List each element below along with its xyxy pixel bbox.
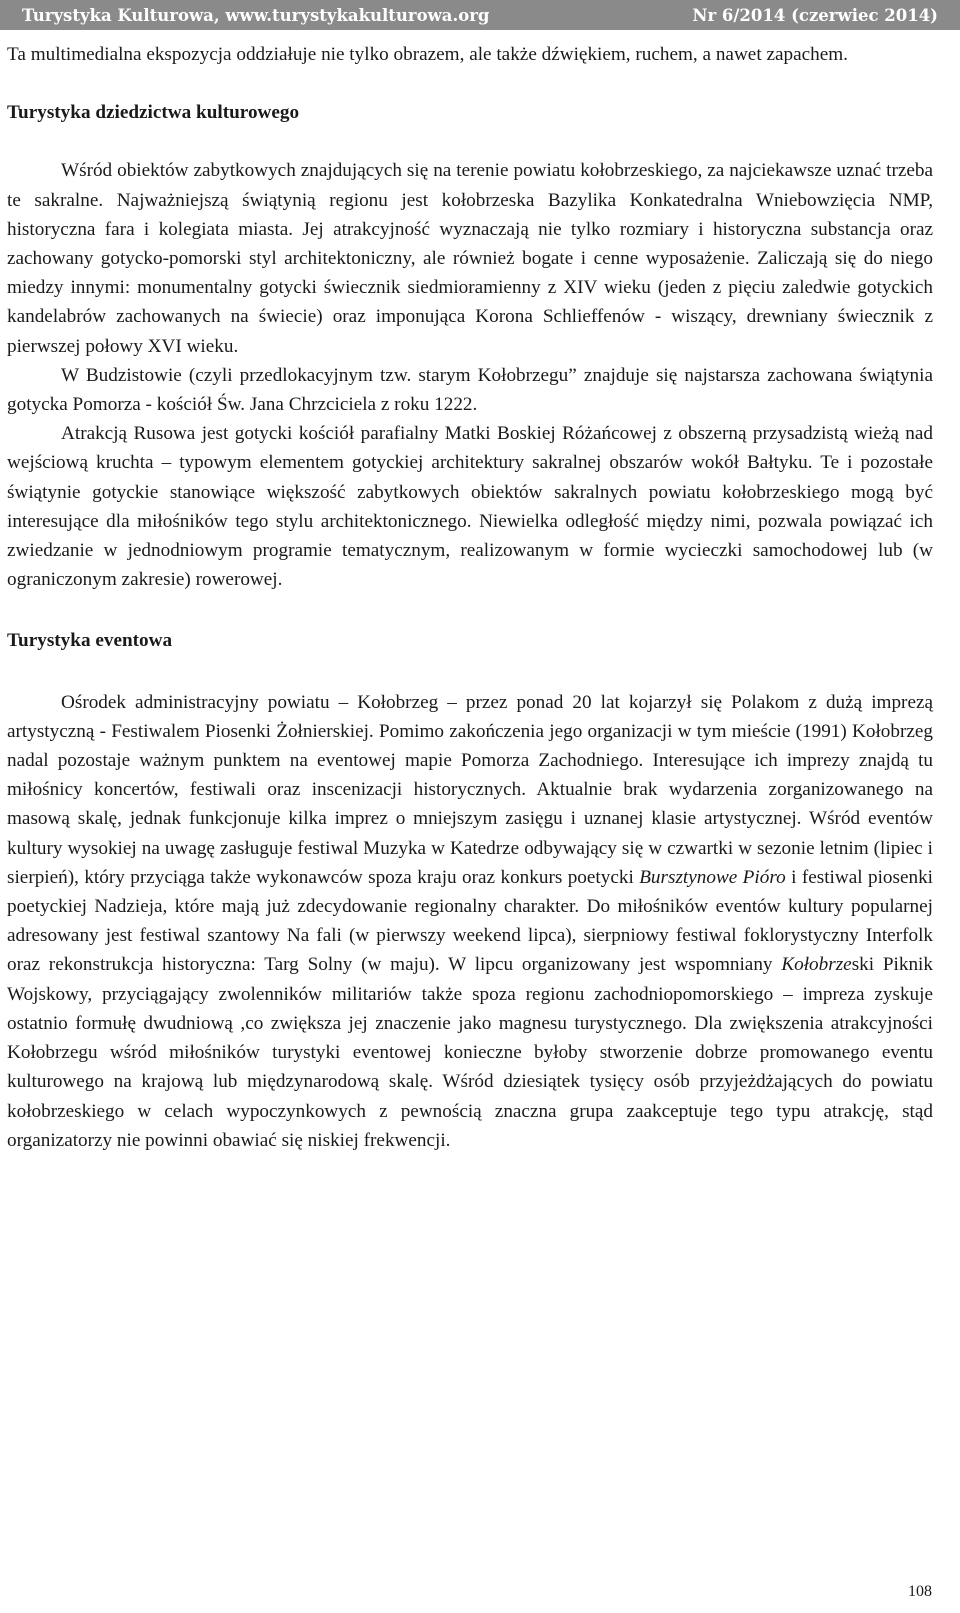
heritage-paragraph-3: Atrakcją Rusowa jest gotycki kościół parafialny Matki Boskiej Różańcowej z obszerną przysadzistą wieżą nad wejściową kruchta – typowym elementem gotyckiej architektury sakralnej obszarów wokół Bałtyku. Te i pozostałe świątynie gotyckie stanowiące większość zabytkowych obiektów sakralnych powiatu kołobrzeskiego mogą być interesujące dla miłośników tego stylu architektonicznego. Niewielka odległość między nimi, pozwala powiązać ich zwiedzanie w jednodniowym programie tematycznym, realizowanym w formie wycieczki samochodowej lub (w ograniczonym zakresie) rowerowej.	[7, 423, 933, 591]
section-heading-events: Turystyka eventowa	[7, 630, 173, 652]
intro-paragraph: Ta multimedialna ekspozycja oddziałuje nie tylko obrazem, ale także dźwiękiem, ruchem, a nawet zapachem.	[7, 44, 848, 65]
heritage-paragraph-1: Wśród obiektów zabytkowych znajdujących się na terenie powiatu kołobrzeskiego, za najciekawsze uznać trzeba te sakralne. Najważniejszą świątynią regionu jest kołobrzeska Bazylika Konkatedralna Wniebowzięcia NMP, historyczna fara i kolegiata miasta. Jej atrakcyjność wyznaczają nie tylko rozmiary i historyczna substancja oraz zachowany gotycko-pomorski styl architektoniczny, ale również bogate i cenne wyposażenie. Zaliczają się do niego miedzy innymi: monumentalny gotycki świecznik siedmioramienny z XIV wieku (jeden z pięciu zaledwie gotyckich kandelabrów zachowanych na świecie) oraz imponująca Korona Schlieffenów - wiszący, drewniany świecznik z pierwszej połowy XVI wieku.	[7, 160, 933, 357]
page-number: 108	[908, 1583, 932, 1600]
events-paragraph	[7, 688, 933, 1155]
section-heading-heritage: Turystyka dziedzictwa kulturowego	[7, 102, 300, 124]
running-header	[0, 0, 960, 30]
header-issue-number: Nr 6/2014 (czerwiec 2014)	[692, 5, 938, 25]
article-body	[7, 40, 933, 1155]
events-text-part-2: i festiwal piosenki poetyckiej Nadzieja, które mają już zdecydowanie regionalny charakter. Do miłośników eventów kultury popularnej adresowany jest festiwal szantowy Na fali (w pierwszy weekend lipca), sierpniowy festiwal foklorystyczny Interfolk oraz rekonstrukcja historyczna: Targ Solny (w maju). W lipcu organizowany jest wspomniany	[7, 866, 934, 976]
events-italic-title-1: Bursztynowe Pióro	[639, 866, 786, 888]
header-journal-title: Turystyka Kulturowa, www.turystykakulturowa.org	[22, 5, 490, 25]
events-italic-title-2: Kołobrze	[781, 954, 852, 976]
events-text-part-3: ski Piknik Wojskowy, przyciągający zwolenników militariów także spoza regionu zachodniopomorskiego – impreza zyskuje ostatnio formułę dwudniową ,co zwiększa jej znaczenie jako magnesu turystycznego. Dla zwiększenia atrakcyjności Kołobrzegu wśród miłośników turystyki eventowej konieczne byłoby stworzenie dobrze promowanego eventu kulturowego na krajową lub międzynarodową skalę. Wśród dziesiątek tysięcy osób przyjeżdżających do powiatu kołobrzeskiego w celach wypoczynkowych z pewnością znaczna grupa zaakceptuje tego typu atrakcję, stąd organizatorzy nie powinni obawiać się niskiej frekwencji.	[7, 954, 933, 1151]
events-text-part-1: Ośrodek administracyjny powiatu – Kołobrzeg – przez ponad 20 lat kojarzył się Polakom z dużą imprezą artystyczną - Festiwalem Piosenki Żołnierskiej. Pomimo zakończenia jego organizacji w tym mieście (1991) Kołobrzeg nadal pozostaje ważnym punktem na eventowej mapie Pomorza Zachodniego. Interesujące ich imprezy znajdą tu miłośnicy koncertów, festiwali oraz inscenizacji historycznych. Aktualnie brak wydarzenia zorganizowanego na masową skalę, jednak funkcjonuje kilka imprez o mniejszym zasięgu i uznanej klasie artystycznej. Wśród eventów kultury wysokiej na uwagę zasługuje festiwal Muzyka w Katedrze odbywający się w czwartki w sezonie letnim (lipiec i sierpień), który przyciąga także wykonawców spoza kraju oraz konkurs poetycki	[7, 691, 933, 888]
heritage-paragraph-2: W Budzistowie (czyli przedlokacyjnym tzw. starym Kołobrzegu” znajduje się najstarsza zachowana świątynia gotycka Pomorza - kościół Św. Jana Chrzciciela z roku 1222.	[7, 364, 933, 416]
